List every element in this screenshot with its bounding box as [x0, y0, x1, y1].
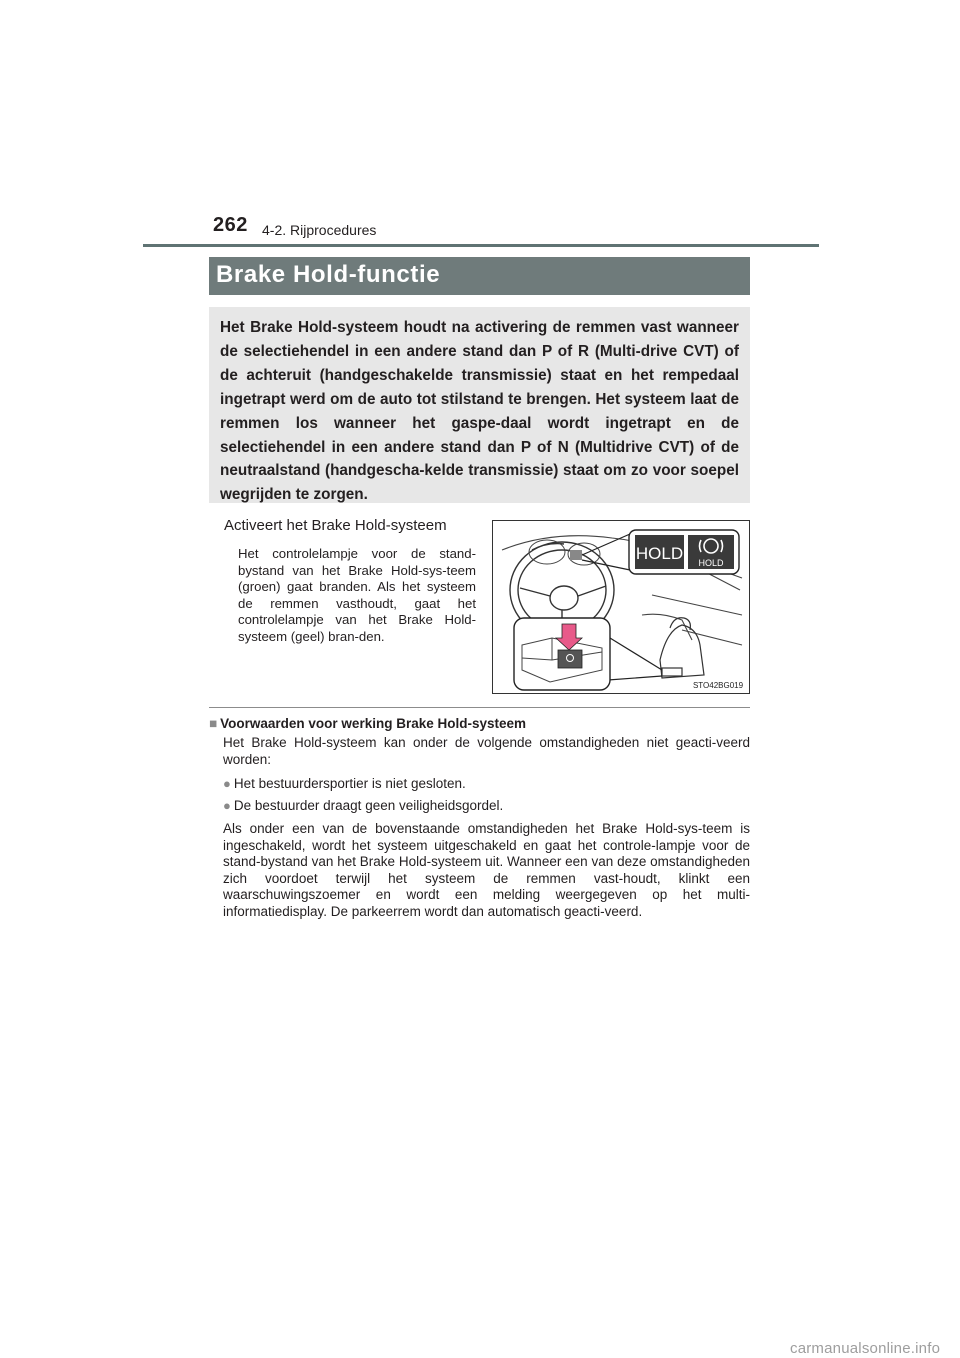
bullet-text: De bestuurder draagt geen veiligheidsgordel.	[233, 798, 504, 813]
watermark: carmanualsonline.info	[790, 1340, 941, 1357]
page-number: 262	[213, 214, 248, 236]
section-label: 4-2. Rijprocedures	[262, 222, 377, 238]
conditions-heading	[209, 716, 526, 731]
intro-box: Het Brake Hold-systeem houdt na activering de remmen vast wanneer de selectiehendel in een andere stand dan P of R (Multi-drive CVT) of de achteruit (handgeschakelde transmissie) staat en het rempedaal ingetrapt werd om de auto tot stilstand te brengen. Het systeem laat de remmen los wanneer het gaspe-daal wordt ingetrapt en de selectiehendel in een andere stand dan P of N (Multidrive CVT) of de neutraalstand (handgescha-kelde transmissie) staat om zo voor soepel wegrijden te zorgen.	[209, 307, 750, 503]
conditions-note: Als onder een van de bovenstaande omstandigheden het Brake Hold-sys-teem is ingeschakeld, wordt het systeem uitgeschakeld en gaat het controle-lampje voor de stand-bystand van het Brake Hold-systeem uit. Wanneer een van deze omstandigheden zich voordoet terwijl het systeem de remmen vast-houdt, klinkt een waarschuwingszoemer en wordt een melding weergegeven op het multi-informatiedisplay. De parkeerrem wordt dan automatisch geacti-veerd.	[223, 821, 750, 919]
list-item	[223, 776, 466, 793]
figure-code: STO42BG019	[692, 681, 744, 690]
square-bullet-icon: ■	[209, 716, 218, 731]
brake-hold-figure	[492, 520, 750, 694]
bullet-dot-icon: ●	[223, 798, 231, 813]
conditions-heading-text: Voorwaarden voor werking Brake Hold-systeem	[220, 716, 527, 731]
content-rule	[209, 707, 750, 708]
activate-description: Het controlelampje voor de stand-bystand van het Brake Hold-sys-teem (groen) gaat branden. Als het systeem de remmen vasthoudt, gaat het controlelampje van het Brake Hold-systeem (geel) bran-den.	[238, 546, 476, 644]
header-rule	[143, 244, 819, 247]
bullet-text: Het bestuurdersportier is niet gesloten.	[233, 776, 466, 791]
page-title: Brake Hold-functie	[209, 257, 750, 295]
conditions-intro: Het Brake Hold-systeem kan onder de volgende omstandigheden niet geacti-veerd worden:	[223, 735, 750, 767]
list-item	[223, 798, 503, 815]
bullet-dot-icon: ●	[223, 776, 231, 791]
hold-indicator-small-text: HOLD	[698, 558, 724, 568]
activate-label: Activeert het Brake Hold-systeem	[224, 517, 447, 534]
hold-indicator-text: HOLD	[635, 544, 684, 563]
